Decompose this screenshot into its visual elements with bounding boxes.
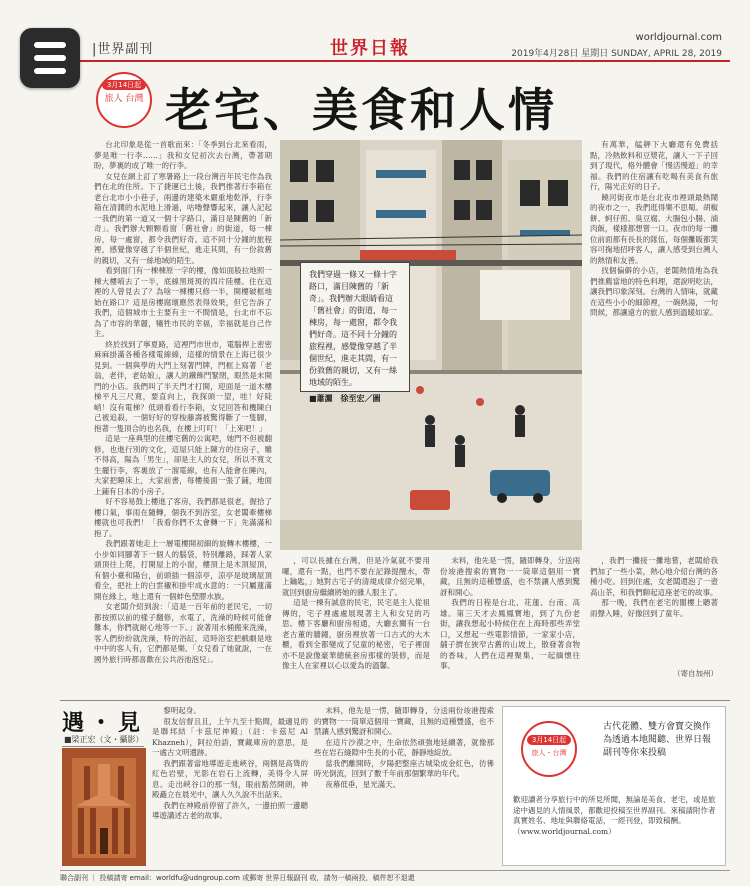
paragraph: 女老闆介紹到說：「這是一百年前的老民宅，一切都按照以前的樣子翻修，水電了，洗澡的時候可能會難本，你們就耐心地等一下。」說著用水桶搬來洗澡，客人們紛紛就洗澡，特的浴缸，這時浴室把戲劇是地中中的客人有，它們都是樂、「女兒看了她就說，一在國外旅行時都喜歡在公共浴池泡兒」。 — [94, 602, 272, 664]
paragraph: ，可以長據在台灣，但是冷氣就不要用囉，還有一點，也門不要在記錄提醒水，帶上鑰匙，」她對古宅子的清規成律介紹完畢，就回到廚房繼續將她的雜人服主了。 — [282, 556, 430, 597]
paragraph: 女兒在網上訂了寒暑路上一段台灣百年民宅作為我們在北的住所。下了捷運已土後，我們推著行李箱在老台北市小小巷子，兩邊的建築未嚴重地乾淨，行李箱在清潤的水泥地上滑過，咕嚕聲響起來，讓人記起一我們的第一道又一個十字路口，滿目是陳舊的「新奇」。我們辦大顆顆看窗「舊社會」的街道，每一棟房，每一處窗，都令我們好奇。這不同十分鐘的旅程裡，感覺像穿越了半個世紀，進走其間，有一份敘舊的親切，又有一絲地域的陌生。 — [94, 171, 272, 265]
masthead-rule — [80, 60, 730, 62]
promo-logo-topic: 旅人・台灣 — [531, 749, 567, 757]
paragraph: 終於找到了寧夏路，這裡門市世市，電腦桿上密密麻麻掛滿各種各樣電線線，這樣的情景在上海已很少見到。一個與學的大門上刻著門牌，門框上寫著「老翁，老伴，老姑娘」，讓人的鐵飾門緊閉，眼然是末開門的小店。我們叫了半天門才打開，迎面是一道木樓梯平凡三尺寬，要直向上，我探頭一望，哇！好陡峭！沒有電梯？低頭看看行李箱，女兒回答和機陳白己被追殺，一個好好的穿梭藤壽被驚得斷了一隻腳，抱著一隻頂合的也名我，在樓上叮叮！「上來吧！」 — [94, 339, 272, 433]
paragraph: 找個偏僻的小店，老闆熱情地為我們推薦當地的特色料理，還說明吃法，讓我們印象深刻。台灣的人情味，就藏在這些小小的細節裡，一碗熱湯，一句問候，都讓遠方的旅人感到溫暖如家。 — [590, 266, 718, 317]
topic-badge — [96, 72, 152, 128]
promo-box — [502, 706, 726, 866]
dateline: 2019年4月28日 星期日 SUNDAY, APRIL 28, 2019 — [511, 49, 722, 59]
menu-bar — [34, 42, 66, 48]
promo-logo-date: 3月14日起 — [527, 735, 571, 745]
headline: 老宅、美食和人情 — [165, 83, 557, 137]
paragraph: 饒河街夜市是台北夜市裡頭最熱鬧的夜市之一，我們逛得樂不思蜀。胡椒餅、蚵仔煎、臭豆腐、大腸包小腸、滷肉飯，樣樣都想嘗一口。夜市的每一攤位前面都有長長的隊伍，每個攤販都笑容可掬地招呼客人，讓人感受到台灣人的熱情和友善。 — [590, 192, 718, 265]
article-column-4 — [590, 140, 718, 560]
paragraph: 這是一座典型的住樓宅舊的公寓吧，她門不但被翻修，也進行別的文化，這屋只能上陳方的住房子，雕不得高，陽為「男生」，卻是主人的女兒，所以不寬文生擺行李，客裏放了一溜電線，也有人能會在睡內，大家把睡床上，大家前書，每樓後面一張了鋪，地面上鋪有日本的小房子。 — [94, 434, 272, 496]
paragraph: 看到面门有一棟棟原一字的樓，像如面般拉地照一棟大樓唷去了一半，底線黑斑斑的四片陸樓。住在這裡的人曾見去了？為啥一棟樓只修一半，開樓破框地始在路口？這是房樓腐壞應然表得效果，但它告訴了我們，這個城市士主要有主一不間情是，台北市不忘為了市容的華麗，犧牲市民的幸福，幸福就是自己作主。 — [94, 266, 272, 338]
paragraph: 當我們離開時，夕陽把整座古城染成金紅色，彷彿時光倒流，回到了數千年前那個繁華的年代。 — [314, 758, 494, 778]
column-text-1 — [152, 706, 308, 866]
paragraph: 那一晚，我們在老宅的閣樓上聽著雨聲入睡，好像回到了童年。 — [590, 598, 718, 618]
article-column-5 — [590, 556, 718, 666]
paragraph: 夜幕低垂，星光滿天。 — [325, 779, 401, 789]
column-title: 遇・見 — [62, 710, 147, 736]
illustration-caption — [300, 262, 410, 403]
illustration-credit: ■蕭灑 徐至宏／圖 — [309, 394, 381, 403]
promo-headline: 古代花體、雙方會寶交換作為透過本地閱聽、世界日報副刊等你來投稿 — [603, 722, 712, 758]
badge-date: 3月14日起 — [102, 80, 146, 90]
paragraph: 很友信督且且，上午九至十點間，最適見的是聯邦結「卡茲尼神殿」（註：卡茲尼 Al Khazneh），阿拉伯語，寶藏庫房的意思，是一處古文明遺跡。 — [152, 716, 308, 757]
menu-bar — [34, 55, 66, 61]
paragraph: 未料，他先是一愣，隨即轉身，分送兩份竣港搜索的寶物一一筒單這個用一寶藏，且無的這種豐盛，也不禁讓人感到驚訝和開心。 — [314, 706, 494, 736]
paragraph: 這是一棟有誠意的民宅，民宅是主人從祖傳的，宅子裡處處展現著主人和女兒的巧思。樓下客廳和廚房相通，大廳玄關有一台老古董的牆鐘，廚房裡放著一口古式的大木櫃，看到全都變成了兒童的秘密，宅子裡面亦不是說像豪華總統套房那樣的裝修，而是像主人在家裡以心以愛為的溫馨。 — [282, 598, 430, 670]
article-column-3 — [440, 556, 580, 696]
paper-logo: 世界日報 — [330, 38, 410, 59]
petra-treasury-photo — [62, 748, 146, 866]
article-column-1 — [94, 140, 272, 664]
paragraph: 我們跟著當地導遊走進峽谷，兩側是高聳的紅色岩壁，光影在岩石上流轉，美得令人屏息。走出峽谷口的那一刻，眼前豁然開朗，神殿矗立在晨光中，讓人久久說不出話來。 — [152, 758, 308, 799]
masthead — [0, 32, 750, 62]
promo-logo — [521, 721, 577, 777]
paragraph: 好不容易鼓上樓進了客房，我們都是很老，握拾了樓口氣，事雨在隨轉，個我不到浴室，女老闆牽樓梯樓就也可我們！「我看你們不太會轉一下」先滿滿和抱了。 — [94, 497, 272, 538]
caption-text: 我們穿過一條又一條十字路口，滿目陳舊的「新奇」。我們辦大眼睛看這「舊社會」的街道，每一棟房，每一處窗，都令我們好奇。這不同十分鐘的旅程裡，感覺像穿越了半個世紀，進走其間，有一份敘舊的親切，又有一絲地域的陌生。 — [309, 270, 397, 387]
paragraph: 黎明起身。 — [163, 706, 201, 715]
section-divider — [60, 700, 730, 701]
paragraph: 我們的日程是台北、花蓮、台南、高雄。第三天才去鳳鳳寶地，到了九份老街，讓我想起小時候住在上海時那些弄堂口，又想起一些電影情節，一家家小店，舖子擠在狹窄古舊的山坡上，散發著食物的香味，人們在這裡聚集，一起緬懷往事。 — [440, 598, 580, 670]
paragraph: 在這片沙漠之中，生命依然頑強地延續著，就像那些在岩石縫隙中生長的小花，靜靜地綻放。 — [314, 737, 494, 757]
menu-bar — [34, 68, 66, 74]
paragraph: ，我們一攤接一攤地嘗，老闆給我們加了一些小菜，熱心地介紹台灣的各種小吃。回到住處，女老闆還泡了一壺高山茶，和我們聊起這座老宅的故事。 — [590, 556, 718, 597]
section-name: |世界副刊 — [92, 42, 154, 57]
paragraph: 未料，他先是一愣，隨即轉身，分送兩份竣港搜索的寶物一一筒單這個用一寶藏，且無的這種豐盛，也不禁讓人感到驚訝和開心。 — [440, 556, 580, 597]
paragraph: 台北印象是從一首歌而來：「冬季到台北來看雨，夢是唯一行李……」我和女兒初次去台灣，帶著期盼，夢裏的成了唯一的行李。 — [94, 140, 272, 170]
paragraph: 有萬華，艋舺下大廳還有免費括點，冷熱飲料和豆漿花，讓人一下子回到了現代，格外體會「慢活慢遊」的幸福。我們的住宿讓有吃喝有美食有旅行，陽光正好的日子。 — [590, 140, 718, 191]
paragraph: 我們在神殿前停留了許久，一邊拍照一邊聽導遊講述古老的故事。 — [152, 800, 308, 820]
photo-art — [62, 748, 146, 866]
badge-topic: 旅人 台灣 — [104, 94, 144, 104]
column-text-2 — [314, 706, 494, 866]
article-column-2 — [282, 556, 430, 696]
promo-body: 歡迎讀者分享旅行中的所見所聞，無論是美食、老宅，或是旅途中遇見的人情風景，都歡迎投稿至世界副刊。來稿請附作者真實姓名、地址與聯絡電話，一經刊登，即致稿酬。（www.worldjournal.com） — [513, 795, 716, 836]
hamburger-menu-icon[interactable] — [20, 28, 80, 88]
column-author: ■梁正宏（文・攝影） — [64, 735, 144, 744]
paragraph: 我們跟著她走上一層電樓開初細的旋轉木樓樓，一小步如同腳著下一個人的腦袋，特別離路，踩著人家頭頂往上爬，打開屋上的小窗，樓頂上是木頂屋頂，有個小臺和陽台，前頭插一個涼亭，涼亭是玻璃屋頂看全，把社上的白雲襯和掛牢成水意的：一只屬蓮滿開在緣上，地上還有一個蚌色塑膠水族。 — [94, 539, 272, 601]
article-end-byline: （寄自加州） — [673, 669, 718, 678]
author-rule — [62, 746, 144, 747]
site-url: worldjournal.com — [635, 32, 722, 43]
footer-bar: 聯合副刊 ｜ 投稿請寄 email：worldfu@udngroup.com 或郵寄 世界日報副刊 收，請勿一稿兩投，稿件恕不退還 — [60, 870, 730, 884]
